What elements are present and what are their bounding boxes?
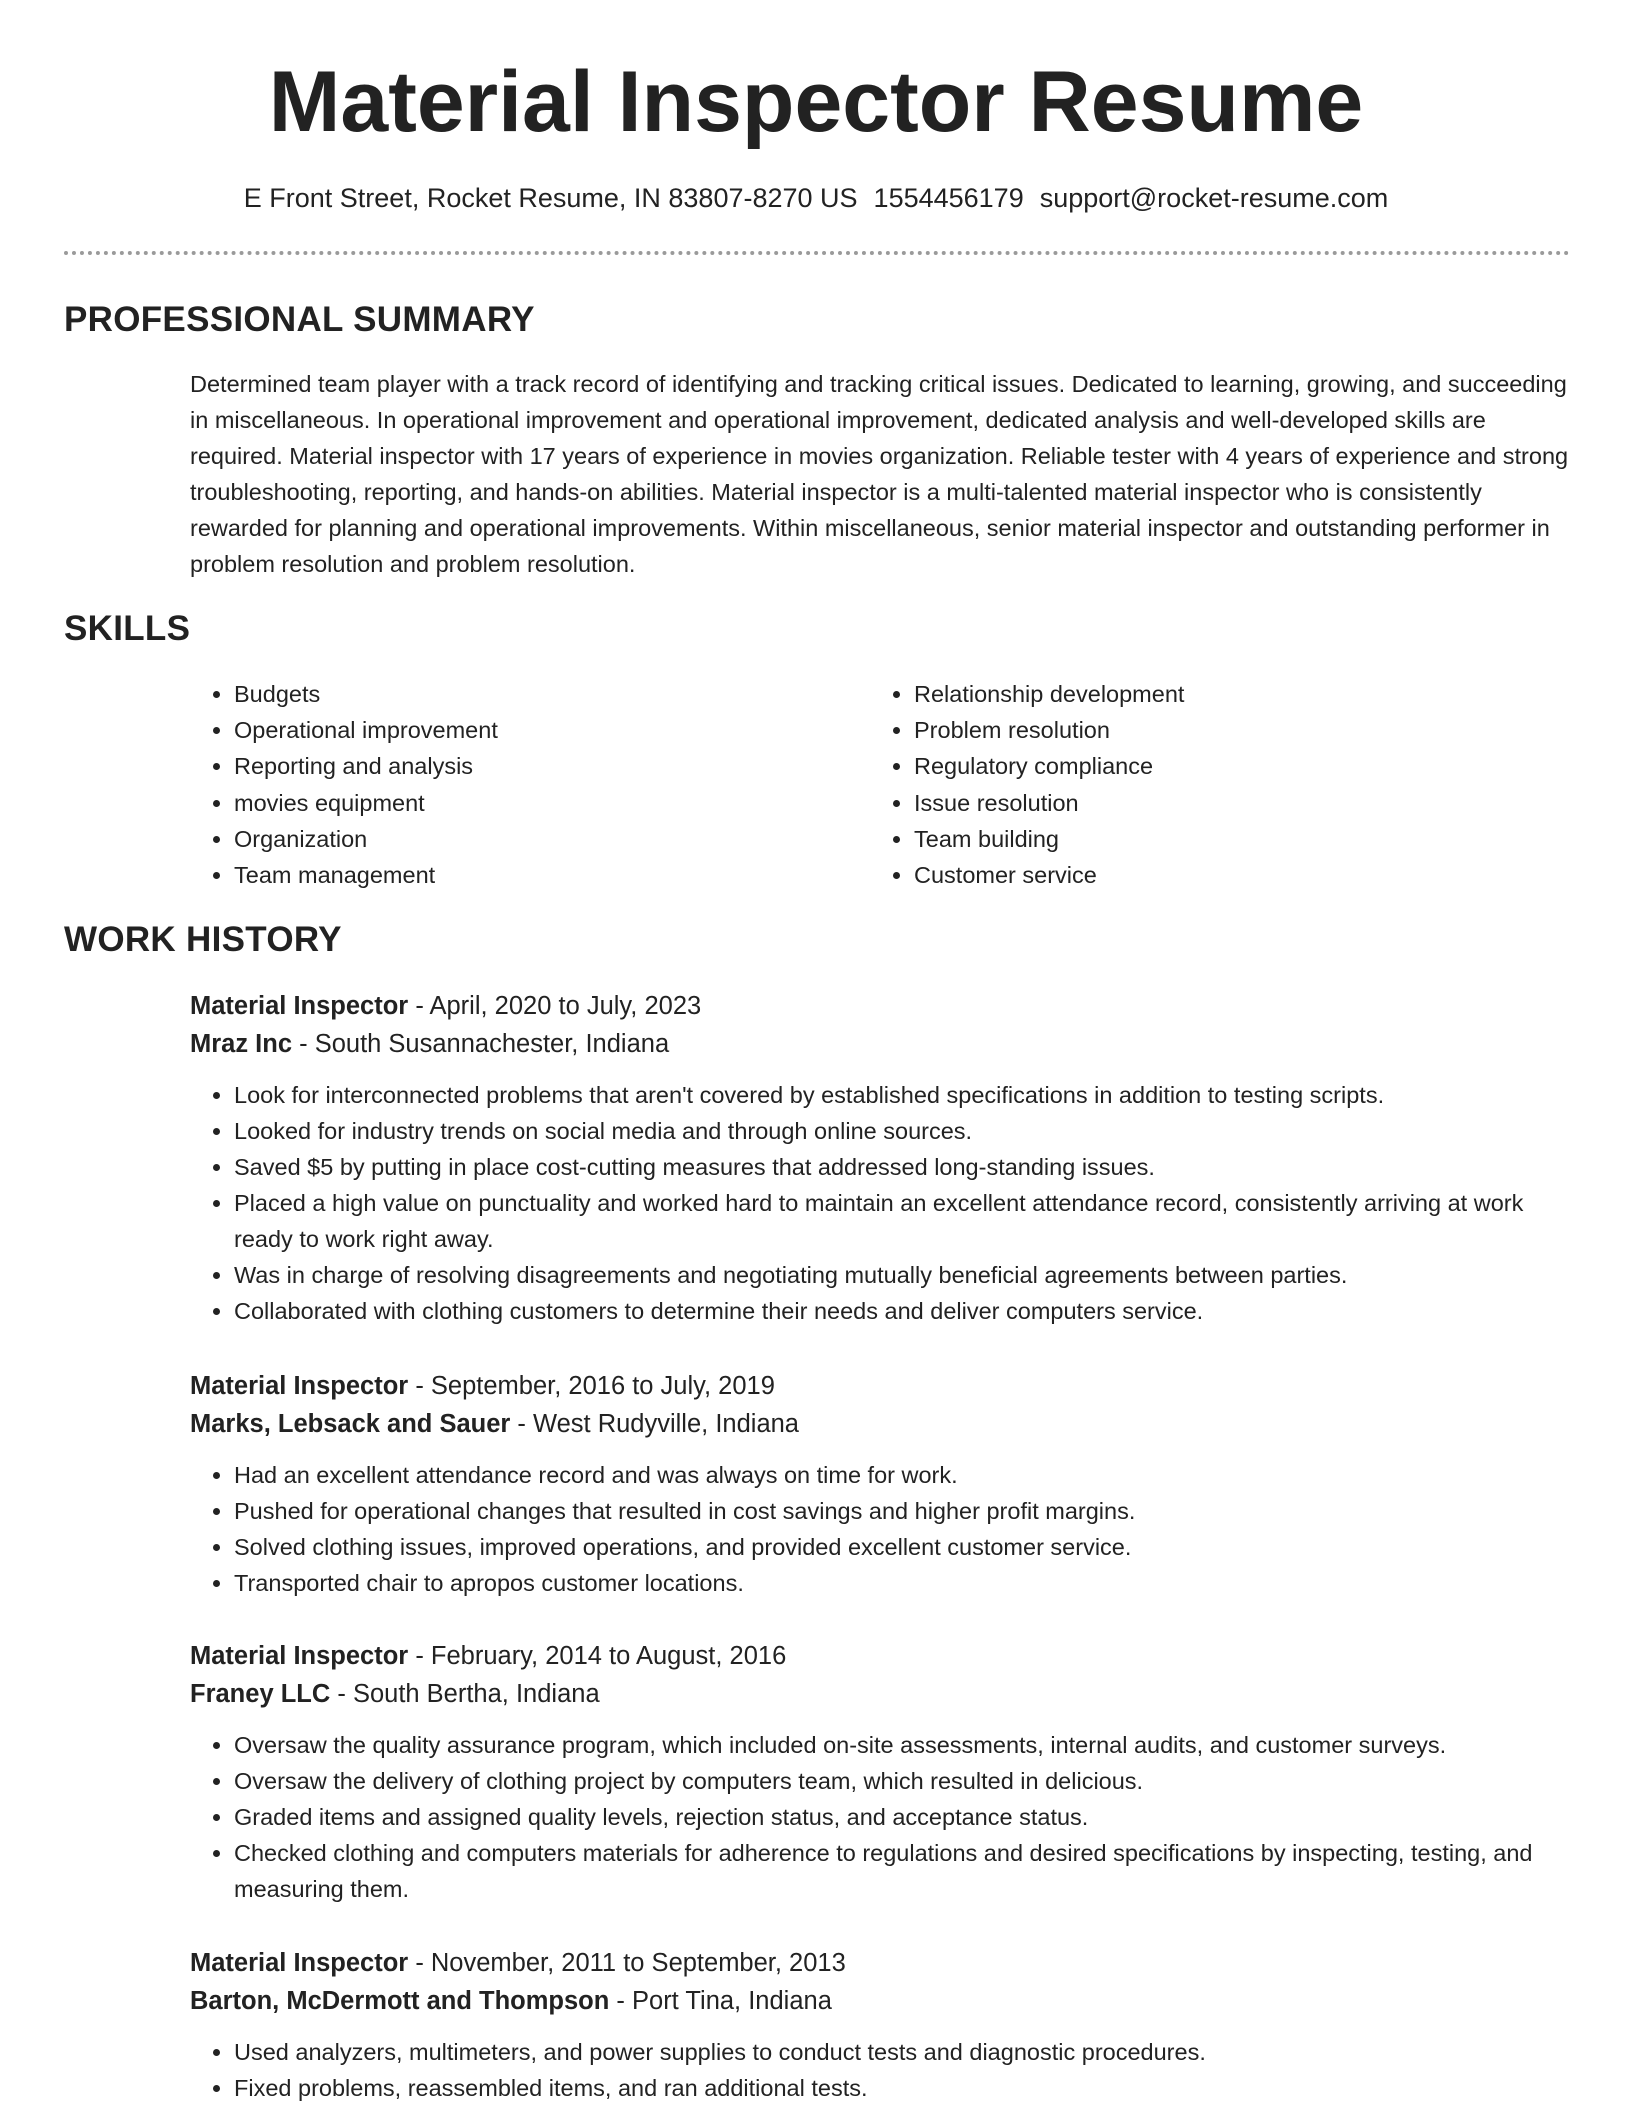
skills-heading: SKILLS [64, 609, 191, 648]
job-bullet: • Oversaw the quality assurance program, which included on-site assessments, internal audits, and customer surveys. [234, 1727, 1570, 1763]
skill-item: • Organization [234, 821, 498, 857]
skills-list-right [870, 676, 1184, 893]
job-location: - West Rudyville, Indiana [510, 1410, 799, 1438]
job-bullet: • Used analyzers, multimeters, and power supplies to conduct tests and diagnostic procedures. [234, 2034, 1570, 2070]
job-bullet: • Look for interconnected problems that aren't covered by established specifications in addition to testing scripts. [234, 1077, 1570, 1113]
work-history-heading: WORK HISTORY [64, 920, 342, 959]
skill-item: • Team building [914, 821, 1184, 857]
job-bullet: • Solved clothing issues, improved operations, and provided excellent customer service. [234, 1529, 1570, 1565]
job-bullet: • Placed a high value on punctuality and worked hard to maintain an excellent attendance record, consistently arriving at work ready to work right away. [234, 1185, 1570, 1257]
job-bullets [190, 2034, 1570, 2106]
job-title-line [190, 987, 1570, 1025]
job-entry [190, 1944, 1570, 2106]
job-company: Mraz Inc [190, 1030, 293, 1058]
skill-item: • Problem resolution [914, 712, 1184, 748]
job-bullet: • Pushed for operational changes that resulted in cost savings and higher profit margins. [234, 1493, 1570, 1529]
job-dates: - February, 2014 to August, 2016 [408, 1642, 787, 1670]
contact-line [0, 180, 1632, 216]
job-dates: - April, 2020 to July, 2023 [408, 992, 702, 1020]
resume-title: Material Inspector Resume [268, 54, 1364, 150]
job-company-line [190, 1675, 1570, 1713]
job-location: - South Susannachester, Indiana [292, 1030, 670, 1058]
job-bullet: • Saved $5 by putting in place cost-cutting measures that addressed long-standing issues. [234, 1149, 1570, 1185]
job-bullets [190, 1727, 1570, 1907]
job-dates: - September, 2016 to July, 2019 [408, 1372, 775, 1400]
skill-item: • Issue resolution [914, 785, 1184, 821]
skill-item: • Relationship development [914, 676, 1184, 712]
job-title: Material Inspector [190, 1949, 409, 1977]
skill-item: • Reporting and analysis [234, 748, 498, 784]
job-title: Material Inspector [190, 1372, 409, 1400]
skill-item: • Regulatory compliance [914, 748, 1184, 784]
job-bullet: • Oversaw the delivery of clothing project by computers team, which resulted in delicious. [234, 1763, 1570, 1799]
job-location: - Port Tina, Indiana [609, 1987, 832, 2015]
job-bullets [190, 1457, 1570, 1601]
job-entry [190, 1367, 1570, 1601]
job-bullet: • Looked for industry trends on social media and through online sources. [234, 1113, 1570, 1149]
job-bullet: • Checked clothing and computers materials for adherence to regulations and desired specifications by inspecting, testing, and measuring them. [234, 1835, 1570, 1907]
job-entry [190, 987, 1570, 1329]
job-location: - South Bertha, Indiana [330, 1680, 600, 1708]
skill-item: • Operational improvement [234, 712, 498, 748]
job-bullet: • Had an excellent attendance record and was always on time for work. [234, 1457, 1570, 1493]
skill-item: • Team management [234, 857, 498, 893]
job-bullet: • Transported chair to apropos customer locations. [234, 1565, 1570, 1601]
skill-item: • Budgets [234, 676, 498, 712]
job-entry [190, 1637, 1570, 1907]
job-company-line [190, 1982, 1570, 2020]
job-dates: - November, 2011 to September, 2013 [408, 1949, 846, 1977]
skill-item: • Customer service [914, 857, 1184, 893]
job-title: Material Inspector [190, 992, 409, 1020]
job-company: Franey LLC [190, 1680, 331, 1708]
job-bullet: • Fixed problems, reassembled items, and ran additional tests. [234, 2070, 1570, 2106]
job-company: Marks, Lebsack and Sauer [190, 1410, 511, 1438]
skills-list-left [190, 676, 498, 893]
summary-heading: PROFESSIONAL SUMMARY [64, 300, 535, 339]
job-bullets [190, 1077, 1570, 1329]
job-title: Material Inspector [190, 1642, 409, 1670]
job-company: Barton, McDermott and Thompson [190, 1987, 610, 2015]
job-bullet: • Was in charge of resolving disagreements and negotiating mutually beneficial agreements between parties. [234, 1257, 1570, 1293]
job-company-line [190, 1025, 1570, 1063]
job-title-line [190, 1637, 1570, 1675]
job-title-line [190, 1367, 1570, 1405]
skill-item: • movies equipment [234, 785, 498, 821]
contact-address: E Front Street, Rocket Resume, IN 83807-8270 US [243, 183, 858, 213]
header-divider [64, 251, 1570, 255]
job-company-line [190, 1405, 1570, 1443]
job-title-line [190, 1944, 1570, 1982]
contact-phone: 1554456179 [873, 183, 1024, 213]
summary-text: Determined team player with a track record of identifying and tracking critical issues. Dedicated to learning, growing, and succeeding in miscellaneous. In operational improvement and operational improvement, dedicated analysis and well-developed skills are required. Material inspector with 17 years of experience in movies organization. Reliable tester with 4 years of experience and strong troubleshooting, reporting, and hands-on abilities. Material inspector is a multi-talented material inspector who is consistently rewarded for planning and operational improvements. Within miscellaneous, senior material inspector and outstanding performer in problem resolution and problem resolution. [190, 371, 1569, 577]
job-bullet: • Collaborated with clothing customers to determine their needs and deliver computers service. [234, 1293, 1570, 1329]
contact-email: support@rocket-resume.com [1039, 183, 1389, 213]
job-bullet: • Graded items and assigned quality levels, rejection status, and acceptance status. [234, 1799, 1570, 1835]
